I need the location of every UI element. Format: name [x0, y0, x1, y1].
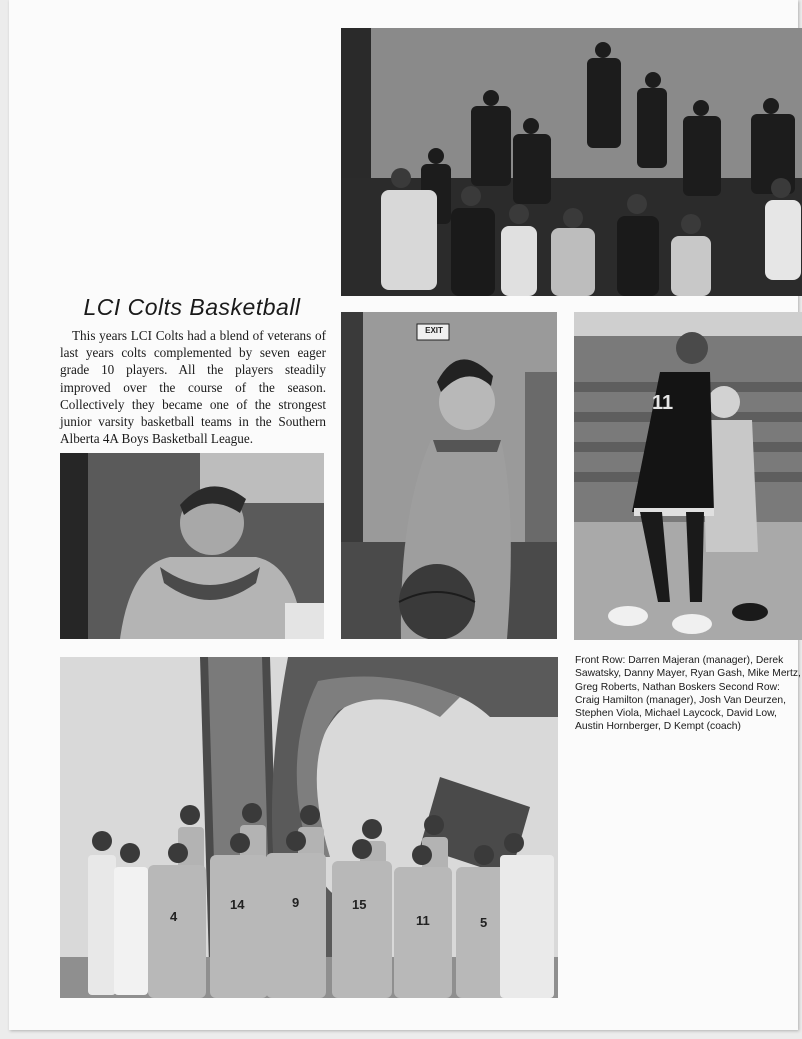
jersey-number: 11 [416, 913, 430, 928]
exit-sign: EXIT [425, 326, 443, 335]
jersey-number: 5 [480, 915, 488, 930]
bench-crowd-photo [341, 28, 802, 296]
jersey-number: 4 [170, 909, 178, 924]
jersey-number: 15 [352, 897, 367, 912]
jersey-number: 14 [230, 897, 245, 912]
article-body: This years LCI Colts had a blend of veterans of last years colts complemented by seven eager grade 10 players. All the players steadily improved over the course of the season. Collectively they became one of the strongest junior varsity basketball teams in the Southern Alberta 4A Boys Basketball League. [60, 328, 326, 447]
team-photo [60, 657, 558, 998]
dribbling-player-photo [341, 312, 557, 639]
team-photo-caption: Front Row: Darren Majeran (manager), Derek Sawatsky, Danny Mayer, Ryan Gash, Mike Mertz, Greg Roberts, Nathan Boskers Second Row: Craig Hamilton (manager), Josh Van Deurzen, Stephen Viola, Michael Laycock, David Low, Austin Hornberger, D Kempt (coach) [575, 655, 801, 733]
article-title: LCI Colts Basketball [83, 294, 301, 320]
jersey-number: 9 [292, 895, 300, 910]
player-closeup-photo [60, 453, 324, 639]
game-action-photo [574, 312, 802, 640]
yearbook-page [9, 0, 801, 1030]
jersey-number-11: 11 [652, 392, 674, 414]
